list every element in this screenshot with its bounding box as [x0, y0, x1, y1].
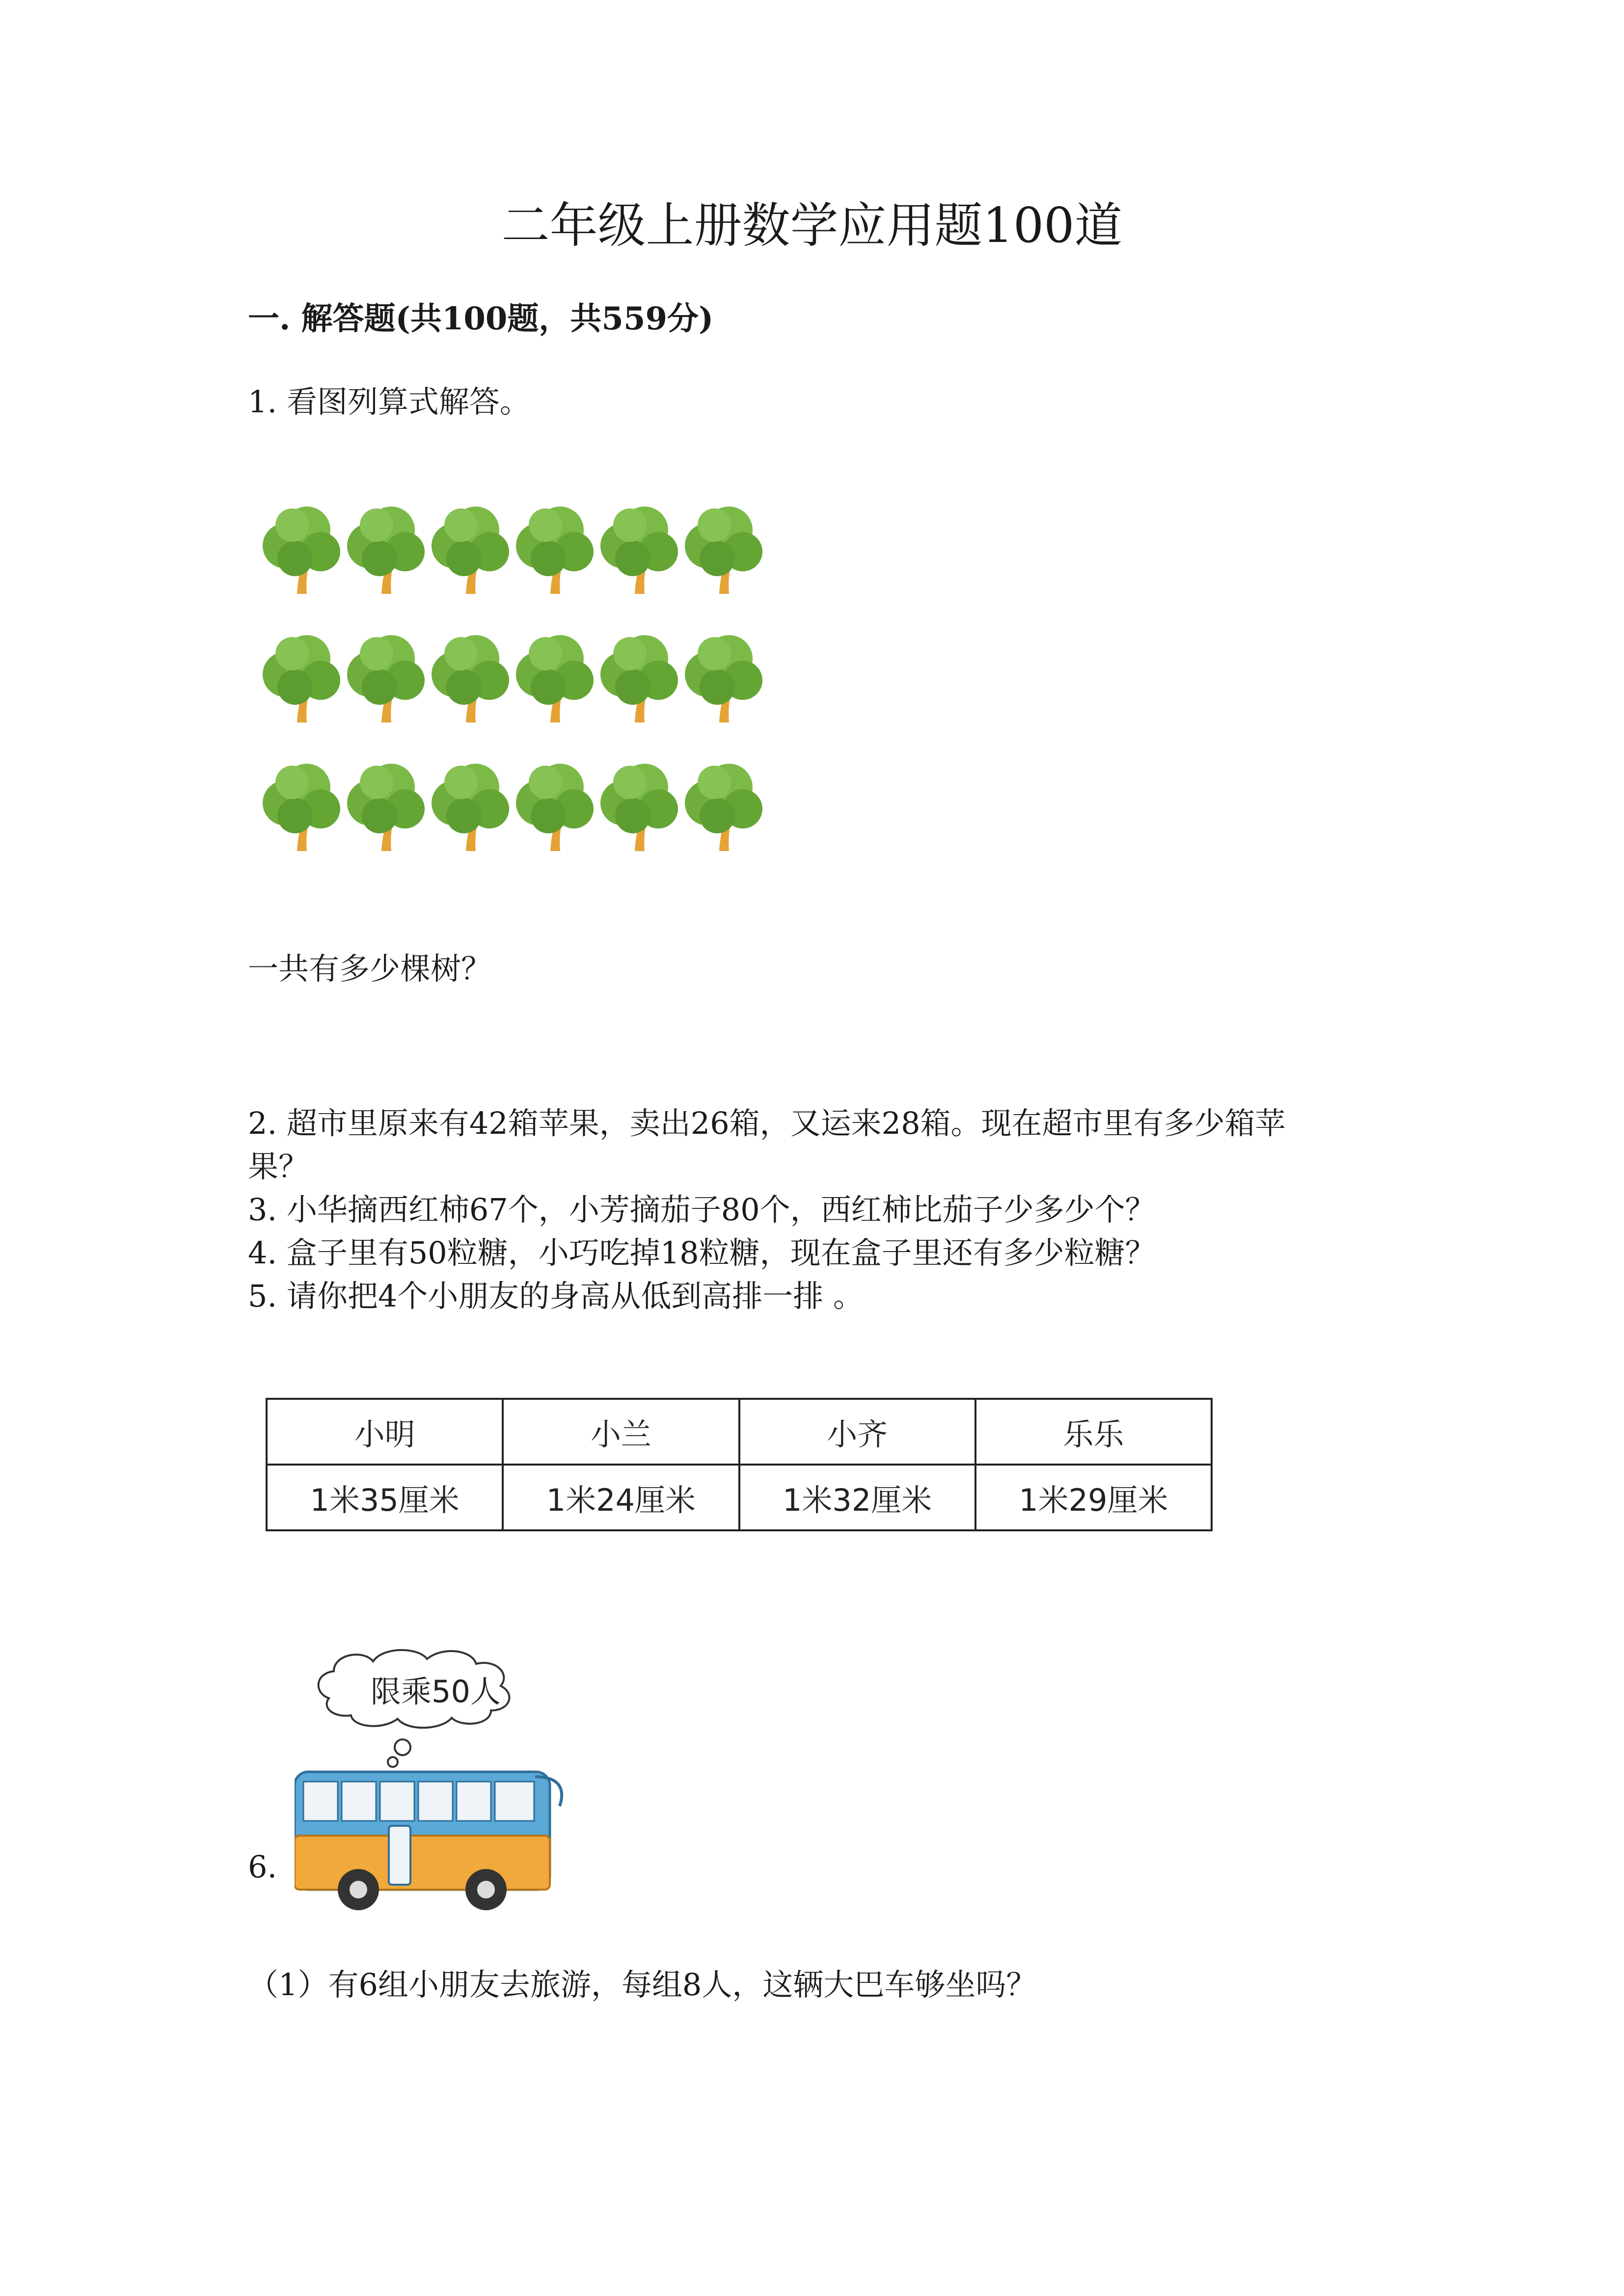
- tree-icon: [511, 629, 595, 722]
- table-cell-name: 乐乐: [975, 1399, 1212, 1465]
- question-2: 2. 超市里原来有42箱苹果，卖出26箱，又运来28箱。现在超市里有多少箱苹: [248, 1105, 1286, 1141]
- bubble-text: 限乘50人: [371, 1674, 501, 1709]
- tree-icon: [680, 501, 764, 594]
- thought-bubble: [319, 1650, 510, 1767]
- question-5: 5. 请你把4个小朋友的身高从低到高排一排 。: [248, 1278, 864, 1314]
- bus-illustration: [295, 1644, 614, 1919]
- tree-icon: [342, 758, 427, 851]
- question-6: 6.: [248, 1849, 277, 1885]
- tree-icon: [595, 629, 680, 722]
- tree-icon: [680, 629, 764, 722]
- table-cell-height: 1米29厘米: [975, 1465, 1212, 1530]
- table-cell-name: 小齐: [739, 1399, 975, 1465]
- question-1-subquestion: 一共有多少棵树？: [248, 951, 492, 987]
- tree-grid: [258, 501, 768, 864]
- question-3: 3. 小华摘西红柿67个，小芳摘茄子80个，西红柿比茄子少多少个？: [248, 1192, 1156, 1228]
- page-title: 二年级上册数学应用题100道: [501, 198, 1123, 254]
- tree-icon: [427, 629, 511, 722]
- tree-icon: [680, 758, 764, 851]
- height-table: [266, 1398, 1213, 1531]
- tree-icon: [427, 501, 511, 594]
- tree-icon: [427, 758, 511, 851]
- question-2-continued: 果？: [248, 1148, 309, 1184]
- tree-icon: [342, 501, 427, 594]
- table-cell-height: 1米35厘米: [267, 1465, 503, 1530]
- table-cell-height: 1米24厘米: [503, 1465, 739, 1530]
- tree-icon: [595, 758, 680, 851]
- tree-icon: [258, 501, 342, 594]
- question-6-subquestion-1: （1）有6组小朋友去旅游，每组8人，这辆大巴车够坐吗？: [248, 1967, 1037, 2002]
- question-4: 4. 盒子里有50粒糖，小巧吃掉18粒糖，现在盒子里还有多少粒糖？: [248, 1235, 1156, 1271]
- question-1: 1. 看图列算式解答。: [248, 384, 530, 420]
- tree-icon: [342, 629, 427, 722]
- table-cell-height: 1米32厘米: [739, 1465, 975, 1530]
- tree-icon: [258, 758, 342, 851]
- table-cell-name: 小兰: [503, 1399, 739, 1465]
- bus-icon: [295, 1772, 562, 1910]
- table-row-heights: [267, 1465, 1212, 1530]
- table-row-names: [267, 1399, 1212, 1465]
- tree-icon: [511, 758, 595, 851]
- table-cell-name: 小明: [267, 1399, 503, 1465]
- tree-icon: [511, 501, 595, 594]
- tree-icon: [595, 501, 680, 594]
- tree-icon: [258, 629, 342, 722]
- section-heading: 一. 解答题(共100题，共559分): [248, 300, 714, 337]
